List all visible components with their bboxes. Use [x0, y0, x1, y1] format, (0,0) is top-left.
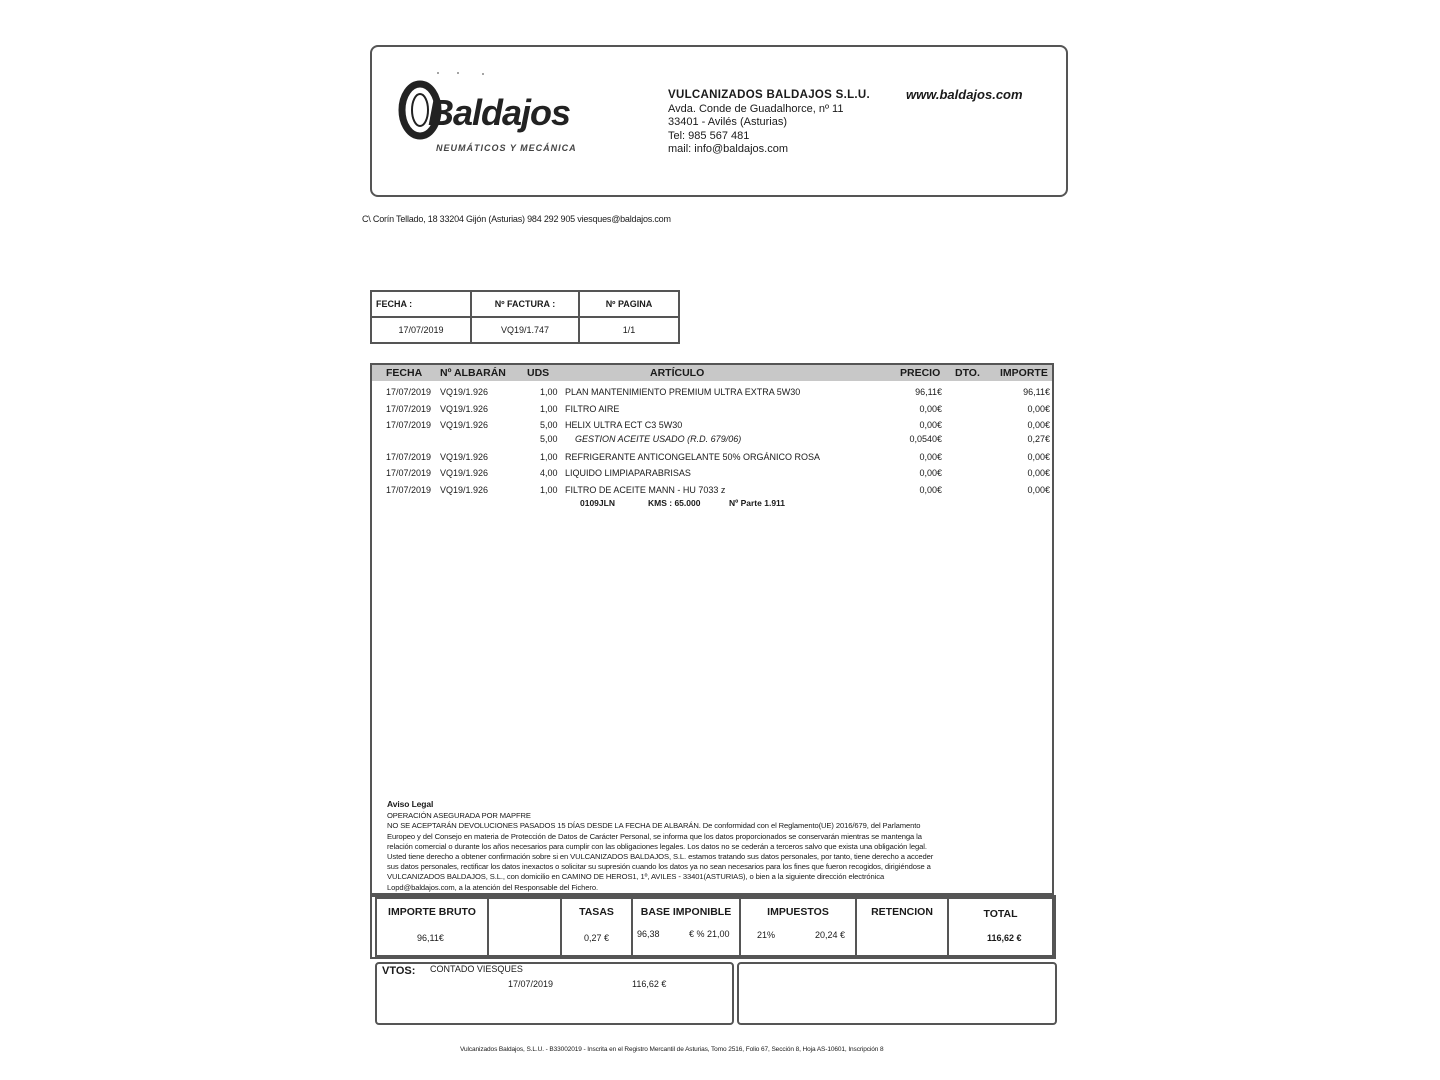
col-fecha: FECHA — [386, 367, 423, 379]
payment-amount: 116,62 € — [632, 979, 667, 989]
row-albaran: VQ19/1.926 — [440, 387, 489, 397]
retencion-cell — [855, 897, 949, 957]
row-albaran: VQ19/1.926 — [440, 420, 489, 430]
branch-address: C\ Corín Tellado, 18 33204 Gijón (Asturias) 984 292 905 viesques@baldajos.com — [362, 214, 671, 224]
payment-method: CONTADO VIESQUES — [430, 964, 523, 974]
row-albaran: VQ19/1.926 — [440, 452, 489, 462]
row-importe: 0,00€ — [1027, 452, 1050, 462]
invoice-info-table — [370, 290, 680, 344]
payment-notes-box — [737, 962, 1057, 1025]
vehicle-kms: KMS : 65.000 — [648, 498, 701, 508]
tasas-value: 0,27 € — [584, 933, 610, 943]
row-articulo: HELIX ULTRA ECT C3 5W30 — [565, 420, 683, 430]
row-precio: 0,00€ — [919, 485, 942, 495]
importe-bruto-value: 96,11€ — [417, 933, 444, 943]
legal-line: relación comercial o durante los años necesarios para cumplir con las obligaciones legales. Los datos no se cederán a terceros salvo que exista una obligación legal. — [387, 841, 927, 851]
row-articulo: FILTRO AIRE — [565, 404, 620, 414]
work-order-number: Nº Parte 1.911 — [729, 498, 786, 508]
row-date: 17/07/2019 — [386, 485, 432, 495]
registry-footer: Vulcanizados Baldajos, S.L.U. - B33002019 - Inscrita en el Registro Mercantil de Asturias, Tomo 2516, Folio 67, Sección 8, Hoja AS-10601, Inscripción 8 — [460, 1046, 884, 1053]
legal-title: Aviso Legal — [387, 799, 434, 809]
legal-line: OPERACIÓN ASEGURADA POR MAPFRE — [387, 811, 531, 821]
row-articulo: GESTION ACEITE USADO (R.D. 679/06) — [575, 434, 742, 444]
row-articulo: PLAN MANTENIMIENTO PREMIUM ULTRA EXTRA 5W30 — [565, 387, 801, 397]
row-importe: 96,11€ — [1023, 387, 1050, 397]
invoice-number: VQ19/1.747 — [471, 317, 579, 343]
total-cell — [947, 897, 1054, 957]
company-city: 33401 - Avilés (Asturias) — [668, 116, 788, 129]
row-articulo: REFRIGERANTE ANTICONGELANTE 50% ORGÁNICO ROSA — [565, 452, 821, 462]
legal-line: sus datos personales, rectificar los datos inexactos o solicitar su supresión cuando los datos ya no sean necesarios para los fines que fueron recogidos, dirigiéndose a — [387, 862, 931, 872]
retencion-label: RETENCION — [871, 906, 933, 918]
row-importe: 0,27€ — [1027, 434, 1050, 444]
row-uds: 1,00 — [540, 485, 558, 495]
row-articulo: LIQUIDO LIMPIAPARABRISAS — [565, 468, 691, 478]
company-phone: Tel: 985 567 481 — [668, 129, 750, 142]
table-row — [372, 404, 1052, 418]
row-date: 17/07/2019 — [386, 387, 432, 397]
row-importe: 0,00€ — [1027, 420, 1050, 430]
payment-box — [375, 962, 734, 1025]
invoice-date: 17/07/2019 — [371, 317, 471, 343]
base-imponible-cell — [631, 897, 741, 957]
tasas-label: TASAS — [579, 906, 614, 918]
row-precio: 0,0540€ — [909, 434, 942, 444]
row-date: 17/07/2019 — [386, 404, 432, 414]
row-uds: 5,00 — [540, 434, 558, 444]
legal-line: VULCANIZADOS BALDAJOS, S.L., con domicilio en CAMINO DE HEROS1, 1º, AVILES - 33401(ASTURIAS), o bien a la siguiente dirección electrónica — [387, 872, 885, 882]
legal-line: NO SE ACEPTARÁN DEVOLUCIONES PASADOS 15 DÍAS DESDE LA FECHA DE ALBARÁN. De conformidad con el Reglamento(UE) 2016/679, del Parlamento — [387, 821, 921, 831]
logo-wordmark: Baldajos — [428, 92, 571, 133]
base-imponible-label: BASE IMPONIBLE — [640, 906, 732, 918]
importe-bruto-label: IMPORTE BRUTO — [388, 906, 476, 918]
importe-bruto-cell — [375, 897, 489, 957]
legal-line: Europeo y del Consejo en materia de Protección de Datos de Carácter Personal, se informa que los datos proporcionados se conservarán mientras se mantenga la — [387, 831, 922, 841]
row-precio: 0,00€ — [919, 420, 942, 430]
payment-label: VTOS: — [382, 965, 416, 977]
payment-date: 17/07/2019 — [508, 979, 554, 989]
row-importe: 0,00€ — [1027, 404, 1050, 414]
row-importe: 0,00€ — [1027, 485, 1050, 495]
impuestos-pct: 21% — [757, 930, 776, 940]
row-uds: 5,00 — [540, 420, 558, 430]
total-value: 116,62 € — [987, 933, 1022, 943]
impuestos-value: 20,24 € — [815, 930, 846, 940]
row-precio: 0,00€ — [919, 452, 942, 462]
row-importe: 0,00€ — [1027, 468, 1050, 478]
row-date: 17/07/2019 — [386, 468, 432, 478]
line-items-header — [372, 365, 1052, 381]
impuestos-cell — [739, 897, 857, 957]
company-name: VULCANIZADOS BALDAJOS S.L.U. — [668, 89, 870, 101]
legal-line: Usted tiene derecho a obtener confirmación sobre si en VULCANIZADOS BALDAJOS, S.L. estamos tratando sus datos personales, por tanto, tiene derecho a acceder — [387, 852, 934, 862]
table-row — [372, 420, 1052, 434]
row-articulo: FILTRO DE ACEITE MANN - HU 7033 z — [565, 485, 726, 495]
row-uds: 4,00 — [540, 468, 558, 478]
company-website[interactable]: www.baldajos.com — [906, 87, 1023, 102]
row-uds: 1,00 — [540, 404, 558, 414]
legal-line: Lopd@baldajos.com, a la atención del Responsable del Fichero. — [387, 882, 598, 892]
row-albaran: VQ19/1.926 — [440, 468, 489, 478]
row-date: 17/07/2019 — [386, 452, 432, 462]
row-precio: 0,00€ — [919, 404, 942, 414]
col-importe: IMPORTE — [1000, 367, 1048, 379]
impuestos-label: IMPUESTOS — [767, 906, 829, 918]
row-uds: 1,00 — [540, 452, 558, 462]
company-email[interactable]: mail: info@baldajos.com — [668, 143, 788, 156]
date-header: FECHA : — [371, 291, 471, 317]
base-imponible-value: 96,38 — [637, 929, 660, 939]
tasas-cell — [560, 897, 633, 957]
page-number: 1/1 — [579, 317, 679, 343]
company-address: Avda. Conde de Guadalhorce, nº 11 — [668, 102, 844, 115]
row-date: 17/07/2019 — [386, 420, 432, 430]
col-dto: DTO. — [955, 367, 980, 379]
invoice-number-header: Nº FACTURA : — [471, 291, 579, 317]
vehicle-plate: 0109JLN — [580, 498, 615, 508]
row-precio: 0,00€ — [919, 468, 942, 478]
vehicle-info-row — [372, 498, 1052, 512]
logo-tagline: NEUMÁTICOS Y MECÁNICA — [436, 143, 577, 153]
row-precio: 96,11€ — [915, 387, 942, 397]
row-albaran: VQ19/1.926 — [440, 404, 489, 414]
col-precio: PRECIO — [900, 367, 941, 379]
base-imponible-pct: € % 21,00 — [689, 929, 730, 939]
blank-cell — [487, 897, 562, 957]
table-row — [372, 485, 1052, 499]
col-albaran: Nº ALBARÁN — [440, 367, 506, 379]
total-label: TOTAL — [983, 908, 1018, 920]
row-albaran: VQ19/1.926 — [440, 485, 489, 495]
col-articulo: ARTÍCULO — [650, 367, 705, 379]
legal-notice — [387, 799, 1037, 893]
company-details — [668, 89, 870, 157]
page-number-header: Nº PAGINA — [579, 291, 679, 317]
table-row — [372, 387, 1052, 401]
table-row — [372, 434, 1052, 448]
row-uds: 1,00 — [540, 387, 558, 397]
col-uds: UDS — [527, 367, 550, 379]
table-row — [372, 452, 1052, 466]
table-row — [372, 468, 1052, 482]
